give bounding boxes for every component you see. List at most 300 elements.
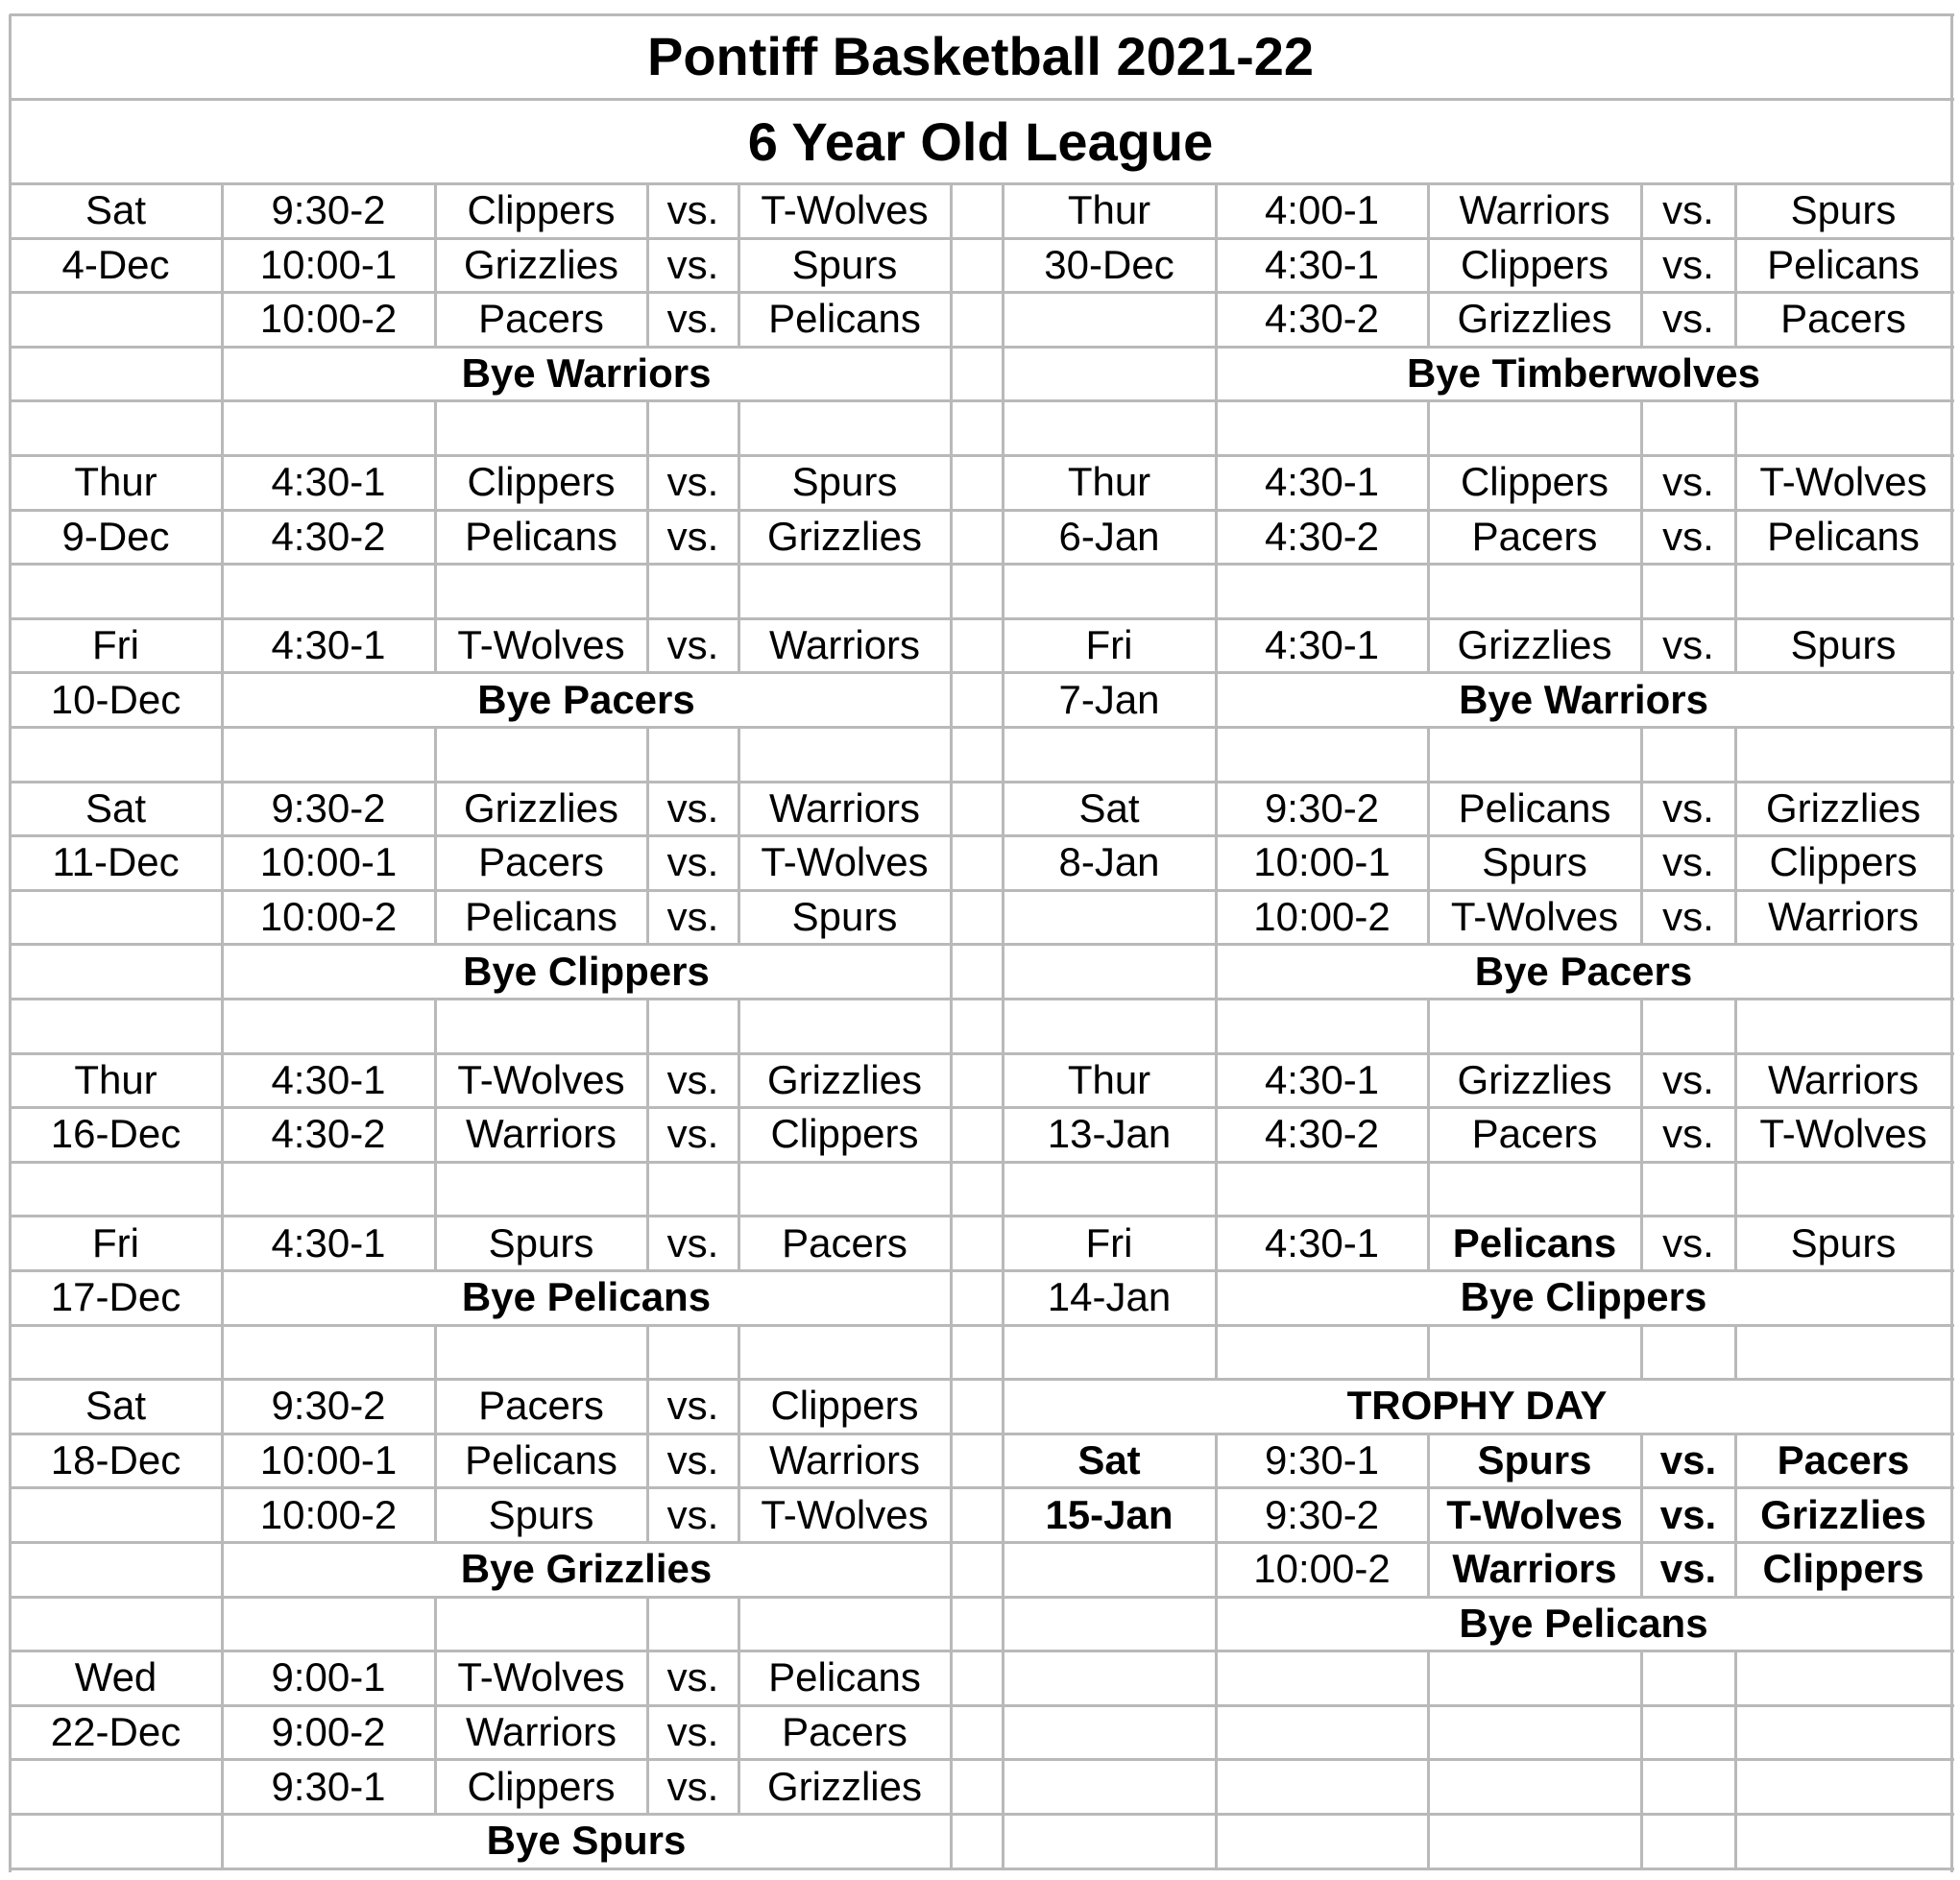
column-divider <box>950 672 953 727</box>
column-divider <box>221 455 224 510</box>
game-day: Wed <box>74 1654 157 1700</box>
away-team: T-Wolves <box>1759 459 1927 505</box>
column-divider <box>1002 564 1004 618</box>
column-divider <box>434 455 437 510</box>
column-divider <box>221 1162 224 1216</box>
row-divider <box>10 346 1954 349</box>
row-divider <box>10 237 1954 240</box>
game-time: 4:30-1 <box>271 622 386 668</box>
away-team: Pacers <box>782 1709 907 1755</box>
column-divider <box>646 782 649 835</box>
column-divider <box>1734 727 1737 782</box>
row-divider <box>10 1215 1954 1217</box>
column-divider <box>738 510 740 564</box>
versus-label: vs. <box>1662 894 1714 940</box>
away-team: Clippers <box>770 1383 919 1429</box>
versus-label: vs. <box>666 187 719 233</box>
versus-label: vs. <box>666 1763 719 1809</box>
versus-label: vs. <box>666 1491 719 1537</box>
game-time: 9:30-2 <box>1264 1491 1380 1537</box>
versus-label: vs. <box>666 622 719 668</box>
column-divider <box>1734 999 1737 1053</box>
column-divider <box>434 1434 437 1487</box>
column-divider <box>950 1162 953 1216</box>
column-divider <box>1640 1053 1643 1107</box>
versus-label: vs. <box>1662 784 1714 831</box>
game-day: Thur <box>1067 1056 1151 1102</box>
column-divider <box>1002 292 1004 347</box>
game-time: 4:30-1 <box>1264 1056 1380 1102</box>
versus-label: vs. <box>666 784 719 831</box>
column-divider <box>1427 400 1430 455</box>
column-divider <box>221 672 224 727</box>
home-team: Grizzlies <box>1457 296 1612 342</box>
column-divider <box>738 999 740 1053</box>
column-divider <box>1002 1325 1004 1379</box>
bye-team: Bye Pacers <box>477 676 695 722</box>
game-day: Sat <box>1077 1437 1141 1483</box>
column-divider <box>1640 1487 1643 1542</box>
column-divider <box>434 1379 437 1434</box>
row-divider <box>10 1324 1954 1327</box>
home-team: T-Wolves <box>1450 894 1619 940</box>
game-time: 4:30-2 <box>271 513 386 559</box>
column-divider <box>646 890 649 944</box>
game-day: Thur <box>1067 187 1151 233</box>
bye-team: Bye Warriors <box>1459 676 1708 722</box>
versus-label: vs. <box>1662 622 1714 668</box>
column-divider <box>434 1651 437 1705</box>
column-divider <box>434 1107 437 1162</box>
column-divider <box>1734 1053 1737 1107</box>
away-team: Warriors <box>768 1437 921 1483</box>
row-divider <box>10 399 1954 402</box>
home-team: Pacers <box>478 839 604 885</box>
away-team: Pelicans <box>1767 241 1920 287</box>
away-team: Warriors <box>1767 1056 1920 1102</box>
home-team: Pacers <box>478 296 604 342</box>
column-divider <box>1002 944 1004 999</box>
game-day: Thur <box>74 1056 157 1102</box>
game-time: 4:30-1 <box>1264 459 1380 505</box>
column-divider <box>434 727 437 782</box>
game-date: 9-Dec <box>61 513 170 559</box>
column-divider <box>1215 1597 1218 1651</box>
column-divider <box>646 1216 649 1270</box>
column-divider <box>950 1270 953 1325</box>
row-divider <box>10 563 1954 566</box>
column-divider <box>1640 1651 1643 1705</box>
column-divider <box>1215 1053 1218 1107</box>
column-divider <box>221 618 224 672</box>
column-divider <box>950 564 953 618</box>
column-divider <box>434 618 437 672</box>
versus-label: vs. <box>1662 513 1714 559</box>
home-team: Spurs <box>1477 1437 1592 1483</box>
column-divider <box>1640 510 1643 564</box>
column-divider <box>1215 238 1218 292</box>
column-divider <box>221 727 224 782</box>
home-team: Clippers <box>1460 459 1609 505</box>
column-divider <box>434 1759 437 1814</box>
game-day: Fri <box>92 1219 139 1265</box>
column-divider <box>1427 835 1430 890</box>
versus-label: vs. <box>1662 241 1714 287</box>
column-divider <box>646 727 649 782</box>
column-divider <box>1734 400 1737 455</box>
away-team: Clippers <box>1769 839 1918 885</box>
away-team: T-Wolves <box>761 187 929 233</box>
column-divider <box>1427 564 1430 618</box>
row-divider <box>10 1106 1954 1109</box>
column-divider <box>1002 672 1004 727</box>
column-divider <box>221 347 224 400</box>
column-divider <box>434 510 437 564</box>
column-divider <box>738 782 740 835</box>
row-divider <box>10 617 1954 620</box>
column-divider <box>950 1597 953 1651</box>
column-divider <box>1215 1759 1218 1814</box>
column-divider <box>1002 1162 1004 1216</box>
header-divider <box>10 182 1954 185</box>
column-divider <box>1002 1216 1004 1270</box>
row-divider <box>10 1813 1954 1816</box>
column-divider <box>646 1053 649 1107</box>
column-divider <box>1215 1325 1218 1379</box>
versus-label: vs. <box>1662 1056 1714 1102</box>
column-divider <box>434 1162 437 1216</box>
column-divider <box>1002 1814 1004 1868</box>
home-team: Pacers <box>1471 513 1598 559</box>
column-divider <box>1640 292 1643 347</box>
column-divider <box>1215 1542 1218 1597</box>
versus-label: vs. <box>1662 839 1714 885</box>
column-divider <box>738 1162 740 1216</box>
column-divider <box>434 999 437 1053</box>
row-divider <box>10 834 1954 837</box>
away-team: T-Wolves <box>761 1491 929 1537</box>
column-divider <box>1640 1705 1643 1759</box>
column-divider <box>1640 183 1643 238</box>
column-divider <box>950 510 953 564</box>
versus-label: vs. <box>666 1056 719 1102</box>
versus-label: vs. <box>666 296 719 342</box>
game-day: Sat <box>85 187 147 233</box>
column-divider <box>1640 835 1643 890</box>
column-divider <box>434 292 437 347</box>
column-divider <box>1215 1651 1218 1705</box>
column-divider <box>221 1597 224 1651</box>
column-divider <box>1640 890 1643 944</box>
column-divider <box>1640 727 1643 782</box>
column-divider <box>1734 835 1737 890</box>
column-divider <box>1640 1162 1643 1216</box>
bye-team: Bye Timberwolves <box>1406 350 1761 397</box>
game-time: 4:30-1 <box>271 459 386 505</box>
column-divider <box>1002 347 1004 400</box>
column-divider <box>434 1216 437 1270</box>
column-divider <box>738 1651 740 1705</box>
versus-label: vs. <box>1662 1219 1714 1265</box>
column-divider <box>1215 944 1218 999</box>
row-divider <box>10 1758 1954 1761</box>
column-divider <box>221 1814 224 1868</box>
away-team: Spurs <box>791 459 898 505</box>
row-divider <box>10 726 1954 729</box>
column-divider <box>1640 455 1643 510</box>
home-team: Pelicans <box>1458 784 1611 831</box>
row-divider <box>10 1052 1954 1055</box>
column-divider <box>1427 782 1430 835</box>
away-team: Pacers <box>1780 296 1906 342</box>
column-divider <box>646 1651 649 1705</box>
column-divider <box>1734 618 1737 672</box>
column-divider <box>950 890 953 944</box>
column-divider <box>646 1759 649 1814</box>
column-divider <box>1734 1487 1737 1542</box>
home-team: Pelicans <box>465 513 617 559</box>
home-team: Clippers <box>1460 241 1609 287</box>
versus-label: vs. <box>1659 1437 1717 1483</box>
game-day: Thur <box>74 459 157 505</box>
column-divider <box>1002 1053 1004 1107</box>
away-team: Grizzlies <box>766 1763 922 1809</box>
column-divider <box>1215 564 1218 618</box>
home-team: Warriors <box>1459 187 1610 233</box>
game-date: 17-Dec <box>50 1274 181 1320</box>
column-divider <box>1002 1542 1004 1597</box>
column-divider <box>221 1759 224 1814</box>
column-divider <box>950 400 953 455</box>
game-time: 4:30-2 <box>1264 296 1380 342</box>
column-divider <box>434 238 437 292</box>
bye-team: Bye Pelicans <box>461 1274 712 1320</box>
column-divider <box>221 1379 224 1434</box>
column-divider <box>646 510 649 564</box>
column-divider <box>434 1053 437 1107</box>
column-divider <box>221 1651 224 1705</box>
column-divider <box>1640 1107 1643 1162</box>
game-time: 4:30-1 <box>271 1219 386 1265</box>
column-divider <box>950 292 953 347</box>
column-divider <box>1215 1814 1218 1868</box>
home-team: T-Wolves <box>457 1654 625 1700</box>
game-day: Fri <box>92 622 139 668</box>
away-team: T-Wolves <box>1759 1111 1927 1157</box>
game-day: Thur <box>1067 459 1151 505</box>
column-divider <box>1002 618 1004 672</box>
row-divider <box>10 291 1954 294</box>
away-team: Grizzlies <box>766 513 922 559</box>
column-divider <box>1002 183 1004 238</box>
column-divider <box>738 1705 740 1759</box>
column-divider <box>950 1379 953 1434</box>
column-divider <box>950 1053 953 1107</box>
column-divider <box>221 238 224 292</box>
column-divider <box>1427 1651 1430 1705</box>
column-divider <box>434 835 437 890</box>
column-divider <box>1734 1216 1737 1270</box>
column-divider <box>950 1107 953 1162</box>
versus-label: vs. <box>666 513 719 559</box>
column-divider <box>1640 782 1643 835</box>
column-divider <box>950 727 953 782</box>
away-team: Warriors <box>768 622 921 668</box>
column-divider <box>646 183 649 238</box>
column-divider <box>950 618 953 672</box>
column-divider <box>1734 1107 1737 1162</box>
game-day: Sat <box>85 784 147 831</box>
away-team: Warriors <box>1767 894 1920 940</box>
column-divider <box>1734 1705 1737 1759</box>
versus-label: vs. <box>666 839 719 885</box>
column-divider <box>950 1705 953 1759</box>
column-divider <box>1002 835 1004 890</box>
column-divider <box>1427 238 1430 292</box>
away-team: Grizzlies <box>1760 1491 1926 1537</box>
home-team: Pacers <box>1471 1111 1598 1157</box>
frame-top <box>10 13 1954 16</box>
column-divider <box>221 835 224 890</box>
home-team: Clippers <box>467 459 616 505</box>
column-divider <box>1215 890 1218 944</box>
column-divider <box>1427 1216 1430 1270</box>
column-divider <box>646 564 649 618</box>
column-divider <box>950 1542 953 1597</box>
versus-label: vs. <box>666 241 719 287</box>
home-team: Clippers <box>467 187 616 233</box>
column-divider <box>950 1759 953 1814</box>
column-divider <box>738 1379 740 1434</box>
versus-label: vs. <box>1659 1491 1717 1537</box>
home-team: Grizzlies <box>1457 622 1612 668</box>
game-time: 10:00-2 <box>1253 894 1391 940</box>
game-time: 4:30-2 <box>1264 1111 1380 1157</box>
column-divider <box>1734 510 1737 564</box>
column-divider <box>1427 618 1430 672</box>
bye-team: Bye Grizzlies <box>460 1546 713 1592</box>
versus-label: vs. <box>666 1654 719 1700</box>
home-team: T-Wolves <box>457 622 625 668</box>
home-team: Pelicans <box>465 1437 617 1483</box>
game-day: Fri <box>1085 622 1133 668</box>
column-divider <box>1427 727 1430 782</box>
column-divider <box>646 1597 649 1651</box>
game-date: 18-Dec <box>50 1437 181 1483</box>
row-divider <box>10 1378 1954 1381</box>
column-divider <box>1215 183 1218 238</box>
home-team: Pelicans <box>1452 1219 1617 1265</box>
versus-label: vs. <box>1662 296 1714 342</box>
column-divider <box>646 455 649 510</box>
column-divider <box>1427 183 1430 238</box>
game-date: 30-Dec <box>1044 241 1174 287</box>
column-divider <box>1215 1705 1218 1759</box>
bye-team: Bye Spurs <box>486 1818 687 1864</box>
away-team: Grizzlies <box>766 1056 922 1102</box>
row-divider <box>10 943 1954 946</box>
game-day: Fri <box>1085 1219 1133 1265</box>
game-date: 7-Jan <box>1058 676 1160 722</box>
column-divider <box>646 1107 649 1162</box>
away-team: Clippers <box>1762 1546 1924 1592</box>
game-time: 4:30-1 <box>1264 241 1380 287</box>
row-divider <box>10 1650 1954 1652</box>
column-divider <box>1215 1270 1218 1325</box>
versus-label: vs. <box>666 1383 719 1429</box>
game-time: 10:00-1 <box>259 1437 398 1483</box>
column-divider <box>1215 782 1218 835</box>
row-divider <box>10 1596 1954 1599</box>
away-team: Warriors <box>768 784 921 831</box>
row-divider <box>10 1161 1954 1164</box>
row-divider <box>10 781 1954 783</box>
row-divider <box>10 1433 1954 1435</box>
column-divider <box>646 238 649 292</box>
column-divider <box>434 183 437 238</box>
column-divider <box>1427 1053 1430 1107</box>
column-divider <box>1734 238 1737 292</box>
row-divider <box>10 1269 1954 1272</box>
versus-label: vs. <box>666 1111 719 1157</box>
game-time: 4:30-2 <box>271 1111 386 1157</box>
column-divider <box>1427 455 1430 510</box>
away-team: Pelicans <box>768 296 921 342</box>
game-time: 9:30-2 <box>271 1383 386 1429</box>
column-divider <box>1002 400 1004 455</box>
row-divider <box>10 1486 1954 1489</box>
column-divider <box>1734 1434 1737 1487</box>
column-divider <box>1734 1651 1737 1705</box>
column-divider <box>221 510 224 564</box>
column-divider <box>950 944 953 999</box>
versus-label: vs. <box>1662 459 1714 505</box>
game-time: 10:00-1 <box>259 241 398 287</box>
column-divider <box>221 1270 224 1325</box>
game-date: 11-Dec <box>52 839 180 885</box>
game-time: 9:00-2 <box>271 1709 386 1755</box>
column-divider <box>1215 400 1218 455</box>
column-divider <box>1215 347 1218 400</box>
column-divider <box>1002 782 1004 835</box>
column-divider <box>646 292 649 347</box>
column-divider <box>434 564 437 618</box>
column-divider <box>950 1651 953 1705</box>
versus-label: vs. <box>1662 187 1714 233</box>
row-divider <box>10 671 1954 674</box>
row-divider <box>10 889 1954 892</box>
column-divider <box>1215 1107 1218 1162</box>
column-divider <box>1002 1270 1004 1325</box>
column-divider <box>1734 1542 1737 1597</box>
column-divider <box>646 1705 649 1759</box>
column-divider <box>738 564 740 618</box>
row-divider <box>10 998 1954 1000</box>
column-divider <box>1427 1107 1430 1162</box>
column-divider <box>434 1597 437 1651</box>
column-divider <box>221 183 224 238</box>
column-divider <box>1002 1759 1004 1814</box>
home-team: Pelicans <box>465 894 617 940</box>
league-subtitle: 6 Year Old League <box>747 110 1214 172</box>
row-divider <box>10 509 1954 512</box>
column-divider <box>434 890 437 944</box>
column-divider <box>738 400 740 455</box>
home-team: Spurs <box>1482 839 1587 885</box>
column-divider <box>1427 292 1430 347</box>
column-divider <box>1215 618 1218 672</box>
column-divider <box>221 944 224 999</box>
